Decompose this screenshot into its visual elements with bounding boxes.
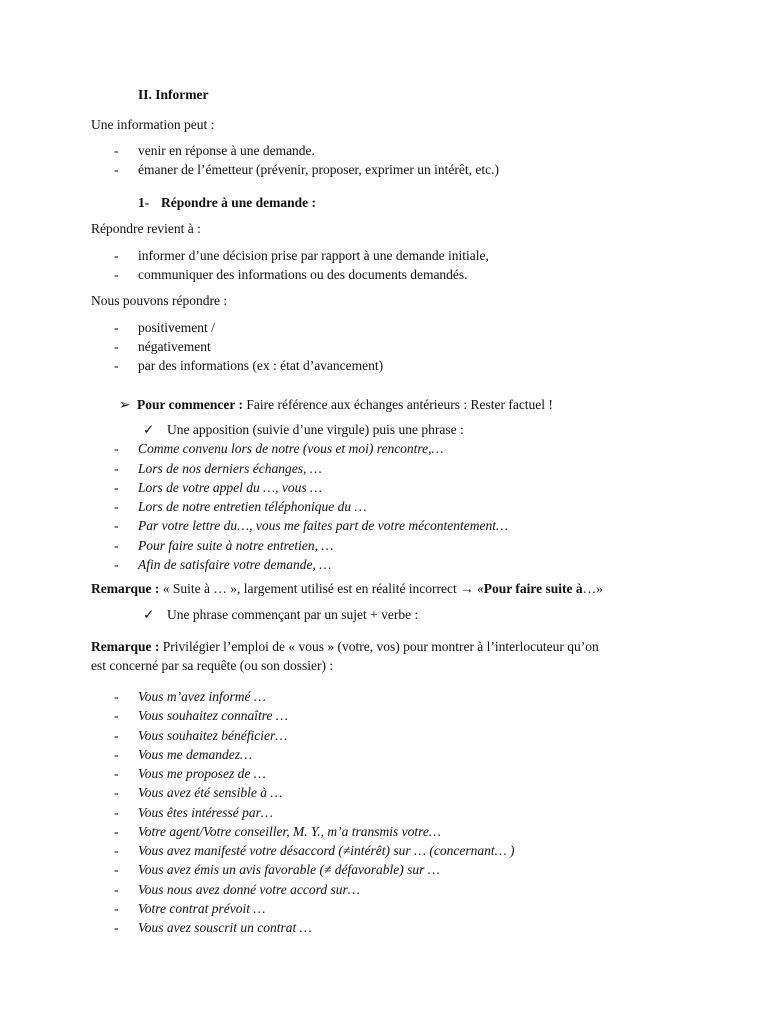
remarque-end: …» (582, 581, 603, 596)
section-title: II. Informer (138, 87, 209, 102)
dash-bullet: - (114, 689, 119, 704)
list-item: venir en réponse à une demande. (138, 143, 315, 158)
apposition-text: Une apposition (suivie d’une virgule) puis une phrase : (167, 422, 464, 437)
intro-text: Une information peut : (91, 117, 215, 132)
dash-bullet: - (114, 862, 119, 877)
vous-item: Vous souhaitez connaître … (138, 708, 288, 723)
vous-item: Vous avez émis un avis favorable (≠ défavorable) sur … (138, 862, 440, 877)
commencer-text: Faire référence aux échanges antérieurs : Rester factuel ! (242, 397, 553, 412)
remarque-text: Privilégier l’emploi de « vous » (votre, vos) pour montrer à l’interlocuteur qu’on (159, 639, 599, 654)
dash-bullet: - (114, 339, 119, 354)
dash-bullet: - (114, 461, 119, 476)
repondre-intro: Répondre revient à : (91, 221, 201, 236)
list-item: informer d’une décision prise par rapport à une demande initiale, (138, 248, 489, 263)
example-item: Lors de votre appel du …, vous … (138, 480, 322, 495)
vous-item: Vous m’avez informé … (138, 689, 266, 704)
dash-bullet: - (114, 920, 119, 935)
remarque-label: Remarque : (91, 581, 160, 596)
vous-item: Vous nous avez donné votre accord sur… (138, 882, 360, 897)
dash-bullet: - (114, 805, 119, 820)
dash-bullet: - (114, 747, 119, 762)
list-item: négativement (138, 339, 211, 354)
dash-bullet: - (114, 843, 119, 858)
dash-bullet: - (114, 785, 119, 800)
remarque-1 (91, 580, 603, 597)
vous-item: Votre agent/Votre conseiller, M. Y., m’a transmis votre… (138, 824, 441, 839)
dash-bullet: - (114, 499, 119, 514)
arrow-bullet-icon: ➢ (119, 397, 131, 412)
remarque-label: Remarque : (91, 639, 160, 654)
vous-item: Votre contrat prévoit … (138, 901, 266, 916)
pouvons-intro: Nous pouvons répondre : (91, 293, 228, 308)
check-bullet-icon: ✓ (143, 607, 155, 622)
remarque-text: « Suite à … », largement utilisé est en réalité incorrect → « (159, 581, 484, 596)
dash-bullet: - (114, 358, 119, 373)
dash-bullet: - (114, 162, 119, 177)
dash-bullet: - (114, 882, 119, 897)
dash-bullet: - (114, 143, 119, 158)
list-item: par des informations (ex : état d’avancement) (138, 358, 384, 373)
dash-bullet: - (114, 824, 119, 839)
dash-bullet: - (114, 728, 119, 743)
remarque-bold: Pour faire suite à (483, 581, 583, 596)
example-item: Comme convenu lors de notre (vous et moi) rencontre,… (138, 441, 444, 456)
list-item: émaner de l’émetteur (prévenir, proposer, exprimer un intérêt, etc.) (138, 162, 499, 177)
remarque-2-line1 (91, 638, 599, 655)
subheading-title: Répondre à une demande : (161, 195, 317, 210)
dash-bullet: - (114, 267, 119, 282)
dash-bullet: - (114, 901, 119, 916)
example-item: Lors de notre entretien téléphonique du … (138, 499, 367, 514)
dash-bullet: - (114, 248, 119, 263)
list-item: communiquer des informations ou des documents demandés. (138, 267, 468, 282)
commencer-line (137, 396, 553, 413)
vous-item: Vous avez été sensible à … (138, 785, 283, 800)
example-item: Afin de satisfaire votre demande, … (138, 557, 332, 572)
dash-bullet: - (114, 441, 119, 456)
check-bullet-icon: ✓ (143, 422, 155, 437)
dash-bullet: - (114, 538, 119, 553)
vous-item: Vous avez manifesté votre désaccord (≠intérêt) sur … (concernant… ) (138, 843, 515, 858)
vous-item: Vous me demandez… (138, 747, 252, 762)
dash-bullet: - (114, 320, 119, 335)
commencer-label: Pour commencer : (137, 397, 243, 412)
dash-bullet: - (114, 480, 119, 495)
phrase-sujet-text: Une phrase commençant par un sujet + verbe : (167, 607, 419, 622)
example-item: Par votre lettre du…, vous me faites part de votre mécontentement… (138, 518, 509, 533)
example-item: Pour faire suite à notre entretien, … (138, 538, 334, 553)
vous-item: Vous êtes intéressé par… (138, 805, 273, 820)
remarque-2-line2: est concerné par sa requête (ou son dossier) : (91, 658, 334, 673)
list-item: positivement / (138, 320, 215, 335)
dash-bullet: - (114, 518, 119, 533)
example-item: Lors de nos derniers échanges, … (138, 461, 322, 476)
vous-item: Vous souhaitez bénéficier… (138, 728, 288, 743)
vous-item: Vous me proposez de … (138, 766, 266, 781)
subheading-number: 1- (138, 195, 150, 210)
dash-bullet: - (114, 708, 119, 723)
dash-bullet: - (114, 557, 119, 572)
vous-item: Vous avez souscrit un contrat … (138, 920, 312, 935)
dash-bullet: - (114, 766, 119, 781)
